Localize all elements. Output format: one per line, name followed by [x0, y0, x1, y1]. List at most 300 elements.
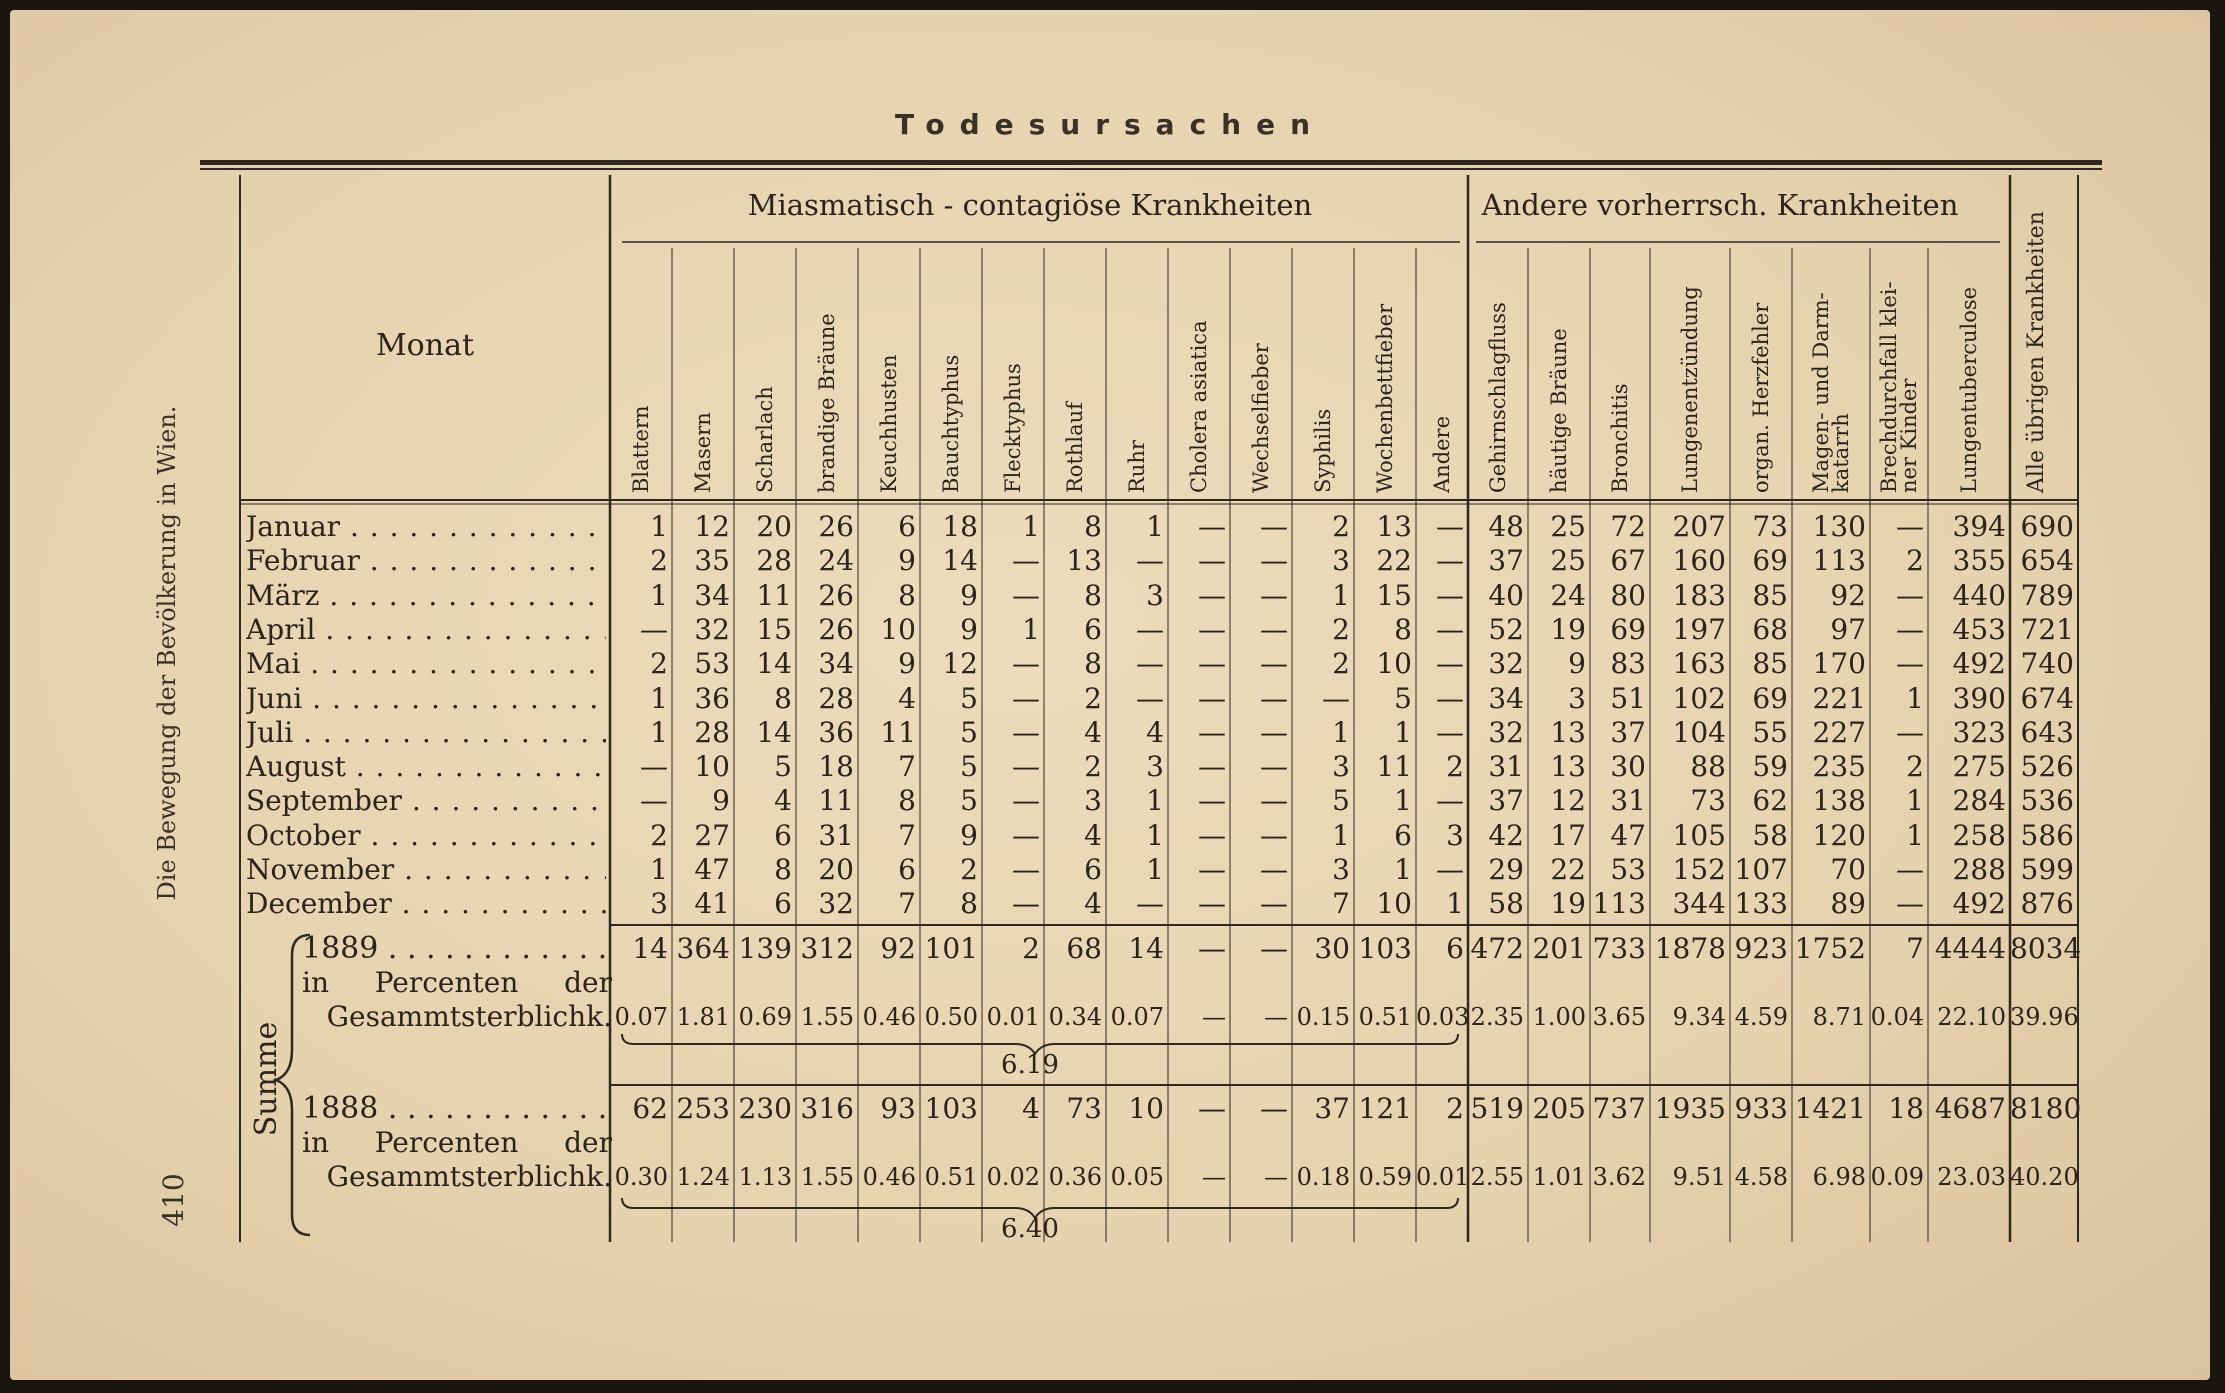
table-cell: —	[1198, 510, 1226, 543]
table-cell: 9	[898, 544, 916, 578]
table-cell: 23.03	[1937, 1163, 2006, 1191]
table-cell: 93	[880, 1092, 916, 1125]
table-cell: 1	[1332, 715, 1350, 749]
table-cell: 30	[1314, 932, 1350, 965]
table-row	[10, 716, 2210, 750]
table-cell: 2.55	[1470, 1163, 1524, 1191]
table-cell: —	[1012, 853, 1040, 886]
table-cell: 25	[1550, 510, 1586, 543]
column-header	[1879, 233, 1919, 493]
table-cell: 9	[1568, 647, 1586, 681]
table-cell: 1.81	[676, 1003, 730, 1031]
column-header-line: Ruhr	[1125, 440, 1149, 493]
table-cell: 10	[694, 750, 730, 784]
table-cell: 14	[1128, 932, 1164, 965]
table-cell: 1	[1394, 784, 1412, 818]
table-cell: —	[1896, 887, 1924, 921]
table-cell: 7	[898, 887, 916, 921]
table-cell: 102	[1672, 681, 1726, 715]
summe-1888-label: 1888 . . .	[302, 1092, 612, 1126]
table-cell: 58	[1752, 818, 1788, 852]
table-cell: 14	[756, 647, 792, 681]
table-cell: —	[1198, 715, 1226, 749]
table-cell: 11	[818, 784, 854, 818]
table-cell: 0.01	[1416, 1163, 1470, 1191]
table-cell: 3	[1146, 750, 1164, 784]
summe-1889-label: 1889 . . .	[302, 932, 612, 966]
table-cell: 519	[1470, 1092, 1524, 1125]
table-cell: 4687	[1934, 1092, 2006, 1125]
table-cell: 0.05	[1110, 1163, 1164, 1191]
table-cell: 24	[1550, 578, 1586, 612]
table-cell: —	[1198, 1092, 1226, 1125]
table-cell: 32	[818, 887, 854, 921]
table-cell: 0.30	[614, 1163, 668, 1191]
miasmatisch-header: Miasmatisch - contagiöse Krankheiten	[747, 188, 1313, 222]
column-header-line: Rothlauf	[1063, 402, 1087, 493]
percent-label-word-1: in	[302, 966, 329, 999]
table-cell: 0.34	[1048, 1003, 1102, 1031]
table-cell: 1752	[1794, 932, 1866, 965]
column-header-line: katarrh	[1829, 413, 1853, 493]
table-cell: 3	[1446, 818, 1464, 852]
table-cell: 5	[960, 715, 978, 749]
table-cell: 40	[1488, 578, 1524, 612]
table-cell: 2	[1084, 750, 1102, 784]
table-cell: 1	[1906, 818, 1924, 852]
table-cell: 221	[1812, 681, 1866, 715]
table-cell: 36	[694, 681, 730, 715]
column-header	[1303, 233, 1343, 493]
table-cell: 690	[2020, 510, 2074, 543]
table-cell: 312	[800, 932, 854, 965]
table-cell: 70	[1830, 853, 1866, 886]
column-header-alle-uebrigen: Alle übrigen Krankheiten	[2024, 211, 2049, 493]
table-cell: 1	[650, 715, 668, 749]
table-cell: —	[1012, 647, 1040, 681]
percent-label-1888	[302, 1126, 612, 1194]
table-cell: 1.55	[800, 1003, 854, 1031]
table-cell: 599	[2020, 853, 2074, 886]
month-label: August . . .	[246, 750, 606, 784]
table-cell: 62	[632, 1092, 668, 1125]
table-row	[10, 819, 2210, 853]
table-cell: —	[1896, 510, 1924, 543]
table-cell: —	[1136, 544, 1164, 578]
table-cell: 2	[960, 853, 978, 886]
table-cell: —	[1198, 578, 1226, 612]
table-cell: 3	[1568, 681, 1586, 715]
table-cell: 1	[1446, 887, 1464, 921]
table-cell: 22	[1550, 853, 1586, 886]
table-cell: 8	[774, 853, 792, 886]
column-header-line: Gehirnschlagfluss	[1486, 302, 1510, 493]
table-cell: 41	[694, 887, 730, 921]
table-cell: 0.01	[986, 1003, 1040, 1031]
table-cell: 8.71	[1812, 1003, 1866, 1031]
table-cell: 170	[1812, 647, 1866, 681]
table-cell: 316	[800, 1092, 854, 1125]
table-cell: 92	[1830, 578, 1866, 612]
table-row	[10, 784, 2210, 818]
table-cell: 258	[1952, 818, 2006, 852]
table-cell: —	[1260, 784, 1288, 818]
table-cell: —	[1260, 1092, 1288, 1125]
table-cell: 15	[1376, 578, 1412, 612]
table-cell: 323	[1952, 715, 2006, 749]
column-header-line: brandige Bräune	[815, 313, 839, 493]
table-cell: 526	[2020, 750, 2074, 784]
table-cell: 876	[2020, 887, 2074, 921]
table-cell: —	[1264, 1163, 1288, 1191]
table-cell: —	[1198, 750, 1226, 784]
column-header-line: Masern	[691, 412, 715, 493]
column-header	[869, 233, 909, 493]
table-cell: —	[1260, 750, 1288, 784]
table-cell: —	[1436, 784, 1464, 818]
column-header	[1365, 233, 1405, 493]
table-cell: 1	[650, 853, 668, 886]
table-cell: —	[1136, 612, 1164, 646]
table-cell: 32	[1488, 647, 1524, 681]
table-cell: —	[1012, 715, 1040, 749]
table-cell: 13	[1376, 510, 1412, 543]
table-cell: 1	[1146, 818, 1164, 852]
column-header-line: Flecktyphus	[1001, 363, 1025, 493]
table-cell: 492	[1952, 887, 2006, 921]
table-cell: 92	[880, 932, 916, 965]
table-cell: 0.36	[1048, 1163, 1102, 1191]
table-cell: 2	[650, 818, 668, 852]
table-cell: 2	[1022, 932, 1040, 965]
table-cell: 62	[1752, 784, 1788, 818]
table-cell: 3.65	[1592, 1003, 1646, 1031]
table-cell: 2	[1906, 750, 1924, 784]
table-cell: 235	[1812, 750, 1866, 784]
column-header-line: Keuchhusten	[877, 354, 901, 493]
table-cell: 5	[960, 681, 978, 715]
table-row	[10, 853, 2210, 887]
percent-label-line-2: Gesammtsterblichk.	[326, 1160, 612, 1193]
table-cell: 5	[1394, 681, 1412, 715]
table-cell: 48	[1488, 510, 1524, 543]
table-cell: 19	[1550, 612, 1586, 646]
table-cell: 207	[1672, 510, 1726, 543]
table-cell: 0.46	[862, 1163, 916, 1191]
table-cell: 394	[1952, 510, 2006, 543]
table-cell: 288	[1952, 853, 2006, 886]
table-cell: 37	[1488, 784, 1524, 818]
table-cell: —	[1264, 1003, 1288, 1031]
table-cell: 120	[1812, 818, 1866, 852]
month-label: Mai . . .	[246, 647, 606, 681]
table-cell: 52	[1488, 612, 1524, 646]
table-cell: 789	[2020, 578, 2074, 612]
table-cell: 0.51	[1358, 1003, 1412, 1031]
table-cell: 103	[924, 1092, 978, 1125]
table-cell: 53	[694, 647, 730, 681]
table-cell: 85	[1752, 578, 1788, 612]
table-cell: 163	[1672, 647, 1726, 681]
table-cell: 230	[738, 1092, 792, 1125]
table-cell: 37	[1314, 1092, 1350, 1125]
table-cell: —	[1202, 1163, 1226, 1191]
table-cell: 364	[676, 932, 730, 965]
table-cell: 390	[1952, 681, 2006, 715]
table-cell: —	[1260, 853, 1288, 886]
table-cell: 0.03	[1416, 1003, 1470, 1031]
table-cell: 73	[1066, 1092, 1102, 1125]
table-cell: 80	[1610, 578, 1646, 612]
table-row	[10, 750, 2210, 784]
table-cell: 10	[1128, 1092, 1164, 1125]
table-cell: 24	[818, 544, 854, 578]
table-cell: 1	[1906, 784, 1924, 818]
table-cell: 69	[1610, 612, 1646, 646]
table-cell: —	[1436, 681, 1464, 715]
table-cell: 9.34	[1672, 1003, 1726, 1031]
table-cell: 19	[1550, 887, 1586, 921]
table-cell: 28	[818, 681, 854, 715]
table-cell: 9.51	[1672, 1163, 1726, 1191]
table-cell: —	[1136, 887, 1164, 921]
table-cell: 453	[1952, 612, 2006, 646]
table-cell: 440	[1952, 578, 2006, 612]
table-cell: 88	[1690, 750, 1726, 784]
table-cell: —	[1012, 818, 1040, 852]
table-cell: 31	[818, 818, 854, 852]
table-cell: 8	[1084, 578, 1102, 612]
table-cell: —	[1198, 612, 1226, 646]
table-cell: —	[1136, 681, 1164, 715]
table-cell: 22	[1376, 544, 1412, 578]
table-cell: 7	[898, 818, 916, 852]
table-cell: —	[640, 612, 668, 646]
table-cell: —	[1436, 715, 1464, 749]
table-cell: 8	[774, 681, 792, 715]
table-cell: 7	[898, 750, 916, 784]
table-cell: 31	[1610, 784, 1646, 818]
column-header	[683, 233, 723, 493]
table-cell: 4444	[1934, 932, 2006, 965]
column-header	[1422, 233, 1462, 493]
month-label: Juni . . .	[246, 682, 606, 716]
table-cell: 28	[694, 715, 730, 749]
table-cell: 18	[818, 750, 854, 784]
table-cell: 9	[960, 612, 978, 646]
table-cell: 13	[1066, 544, 1102, 578]
column-header	[1117, 233, 1157, 493]
table-cell: 5	[1332, 784, 1350, 818]
month-label: März . . .	[246, 579, 606, 613]
table-cell: —	[1436, 647, 1464, 681]
table-cell: 492	[1952, 647, 2006, 681]
table-cell: 9	[712, 784, 730, 818]
table-cell: 1	[650, 681, 668, 715]
table-cell: 1.01	[1532, 1163, 1586, 1191]
table-cell: —	[1202, 1003, 1226, 1031]
table-cell: 6	[1446, 932, 1464, 965]
table-cell: 12	[1550, 784, 1586, 818]
table-cell: 10	[1376, 647, 1412, 681]
table-cell: 11	[756, 578, 792, 612]
table-cell: 740	[2020, 647, 2074, 681]
percent-label-line-2: Gesammtsterblichk.	[326, 1000, 612, 1033]
table-cell: —	[1896, 715, 1924, 749]
table-cell: 51	[1610, 681, 1646, 715]
table-cell: 113	[1812, 544, 1866, 578]
column-header-line: ner Kinder	[1897, 378, 1921, 493]
table-cell: —	[1896, 578, 1924, 612]
table-cell: 0.04	[1870, 1003, 1924, 1031]
table-cell: —	[1436, 510, 1464, 543]
table-cell: 4.58	[1734, 1163, 1788, 1191]
month-label: September . . .	[246, 784, 606, 818]
table-cell: 13	[1550, 750, 1586, 784]
table-cell: 0.69	[738, 1003, 792, 1031]
table-cell: 89	[1830, 887, 1866, 921]
percent-label-1889	[302, 966, 612, 1034]
table-cell: 55	[1752, 715, 1788, 749]
table-cell: 152	[1672, 853, 1726, 886]
column-header	[993, 233, 1033, 493]
table-cell: —	[640, 784, 668, 818]
table-cell: 0.18	[1296, 1163, 1350, 1191]
table-row	[10, 613, 2210, 647]
table-cell: 18	[942, 510, 978, 543]
table-cell: 8	[898, 784, 916, 818]
table-cell: 85	[1752, 647, 1788, 681]
table-cell: —	[1012, 750, 1040, 784]
table-cell: 1.55	[800, 1163, 854, 1191]
table-cell: 34	[694, 578, 730, 612]
table-cell: 2	[1332, 510, 1350, 543]
table-cell: —	[1012, 784, 1040, 818]
table-cell: 1935	[1654, 1092, 1726, 1125]
table-cell: 138	[1812, 784, 1866, 818]
percent-label-word-3: der	[564, 966, 612, 999]
table-cell: 59	[1752, 750, 1788, 784]
table-cell: 183	[1672, 578, 1726, 612]
table-cell: 139	[738, 932, 792, 965]
table-cell: 3	[1084, 784, 1102, 818]
table-cell: 133	[1734, 887, 1788, 921]
table-cell: 2	[650, 544, 668, 578]
table-cell: 3	[650, 887, 668, 921]
table-cell: 2.35	[1470, 1003, 1524, 1031]
table-cell: 14	[632, 932, 668, 965]
table-cell: 26	[818, 578, 854, 612]
table-cell: 6.98	[1812, 1163, 1866, 1191]
column-header	[1741, 233, 1781, 493]
table-cell: 67	[1610, 544, 1646, 578]
percent-label-word-3: der	[564, 1126, 612, 1159]
table-cell: 1	[1332, 818, 1350, 852]
table-cell: 104	[1672, 715, 1726, 749]
table-cell: —	[1198, 853, 1226, 886]
page	[10, 10, 2210, 1380]
table-cell: 2	[1084, 681, 1102, 715]
table-cell: 1.24	[676, 1163, 730, 1191]
table-cell: 344	[1672, 887, 1726, 921]
table-cell: 39.96	[2010, 1003, 2079, 1031]
table-cell: 103	[1358, 932, 1412, 965]
table-cell: —	[1198, 887, 1226, 921]
table-cell: 4	[1084, 818, 1102, 852]
table-cell: 2	[1332, 647, 1350, 681]
table-cell: 9	[960, 818, 978, 852]
table-cell: —	[1896, 647, 1924, 681]
percent-label-word-2: Percenten	[374, 1126, 519, 1159]
table-cell: 933	[1734, 1092, 1788, 1125]
table-cell: 6	[1394, 818, 1412, 852]
table-cell: 22.10	[1937, 1003, 2006, 1031]
table-cell: 160	[1672, 544, 1726, 578]
table-cell: 1421	[1794, 1092, 1866, 1125]
table-cell: —	[1198, 681, 1226, 715]
table-cell: 1	[1146, 784, 1164, 818]
table-cell: 923	[1734, 932, 1788, 965]
month-label: April . . .	[246, 613, 606, 647]
table-cell: —	[1198, 784, 1226, 818]
table-cell: 8	[1394, 612, 1412, 646]
table-cell: 69	[1752, 544, 1788, 578]
table-cell: 32	[694, 612, 730, 646]
table-cell: 12	[694, 510, 730, 543]
table-cell: 8	[898, 578, 916, 612]
table-cell: —	[1896, 612, 1924, 646]
table-cell: 40.20	[2010, 1163, 2079, 1191]
table-cell: 1	[1146, 853, 1164, 886]
month-label: October . . .	[246, 819, 606, 853]
table-cell: 5	[960, 750, 978, 784]
table-cell: 68	[1066, 932, 1102, 965]
column-header	[1949, 233, 1989, 493]
column-header-line: häutige Bräune	[1547, 328, 1571, 493]
table-cell: 4	[1022, 1092, 1040, 1125]
table-cell: 0.15	[1296, 1003, 1350, 1031]
column-header	[621, 233, 661, 493]
percent-label-word-1: in	[302, 1126, 329, 1159]
table-cell: 18	[1888, 1092, 1924, 1125]
table-cell: 0.50	[924, 1003, 978, 1031]
table-cell: —	[1260, 887, 1288, 921]
table-cell: 1	[1394, 715, 1412, 749]
table-cell: 47	[1610, 818, 1646, 852]
column-header	[1478, 233, 1518, 493]
table-cell: 6	[774, 887, 792, 921]
table-cell: 9	[960, 578, 978, 612]
table-cell: 5	[960, 784, 978, 818]
table-cell: 227	[1812, 715, 1866, 749]
table-cell: 4.59	[1734, 1003, 1788, 1031]
table-row	[10, 510, 2210, 544]
table-cell: —	[640, 750, 668, 784]
table-row	[10, 579, 2210, 613]
column-header-line: Bauchtyphus	[939, 354, 963, 493]
table-cell: 34	[818, 647, 854, 681]
table-cell: 1	[650, 510, 668, 543]
column-header-line: Syphilis	[1311, 408, 1335, 493]
table-cell: 586	[2020, 818, 2074, 852]
column-header-line: Scharlach	[753, 386, 777, 493]
table-cell: 69	[1752, 681, 1788, 715]
table-cell: 29	[1488, 853, 1524, 886]
column-header	[745, 233, 785, 493]
column-header	[1179, 233, 1219, 493]
summe-label: Summe	[249, 1021, 284, 1137]
table-cell: 3	[1146, 578, 1164, 612]
